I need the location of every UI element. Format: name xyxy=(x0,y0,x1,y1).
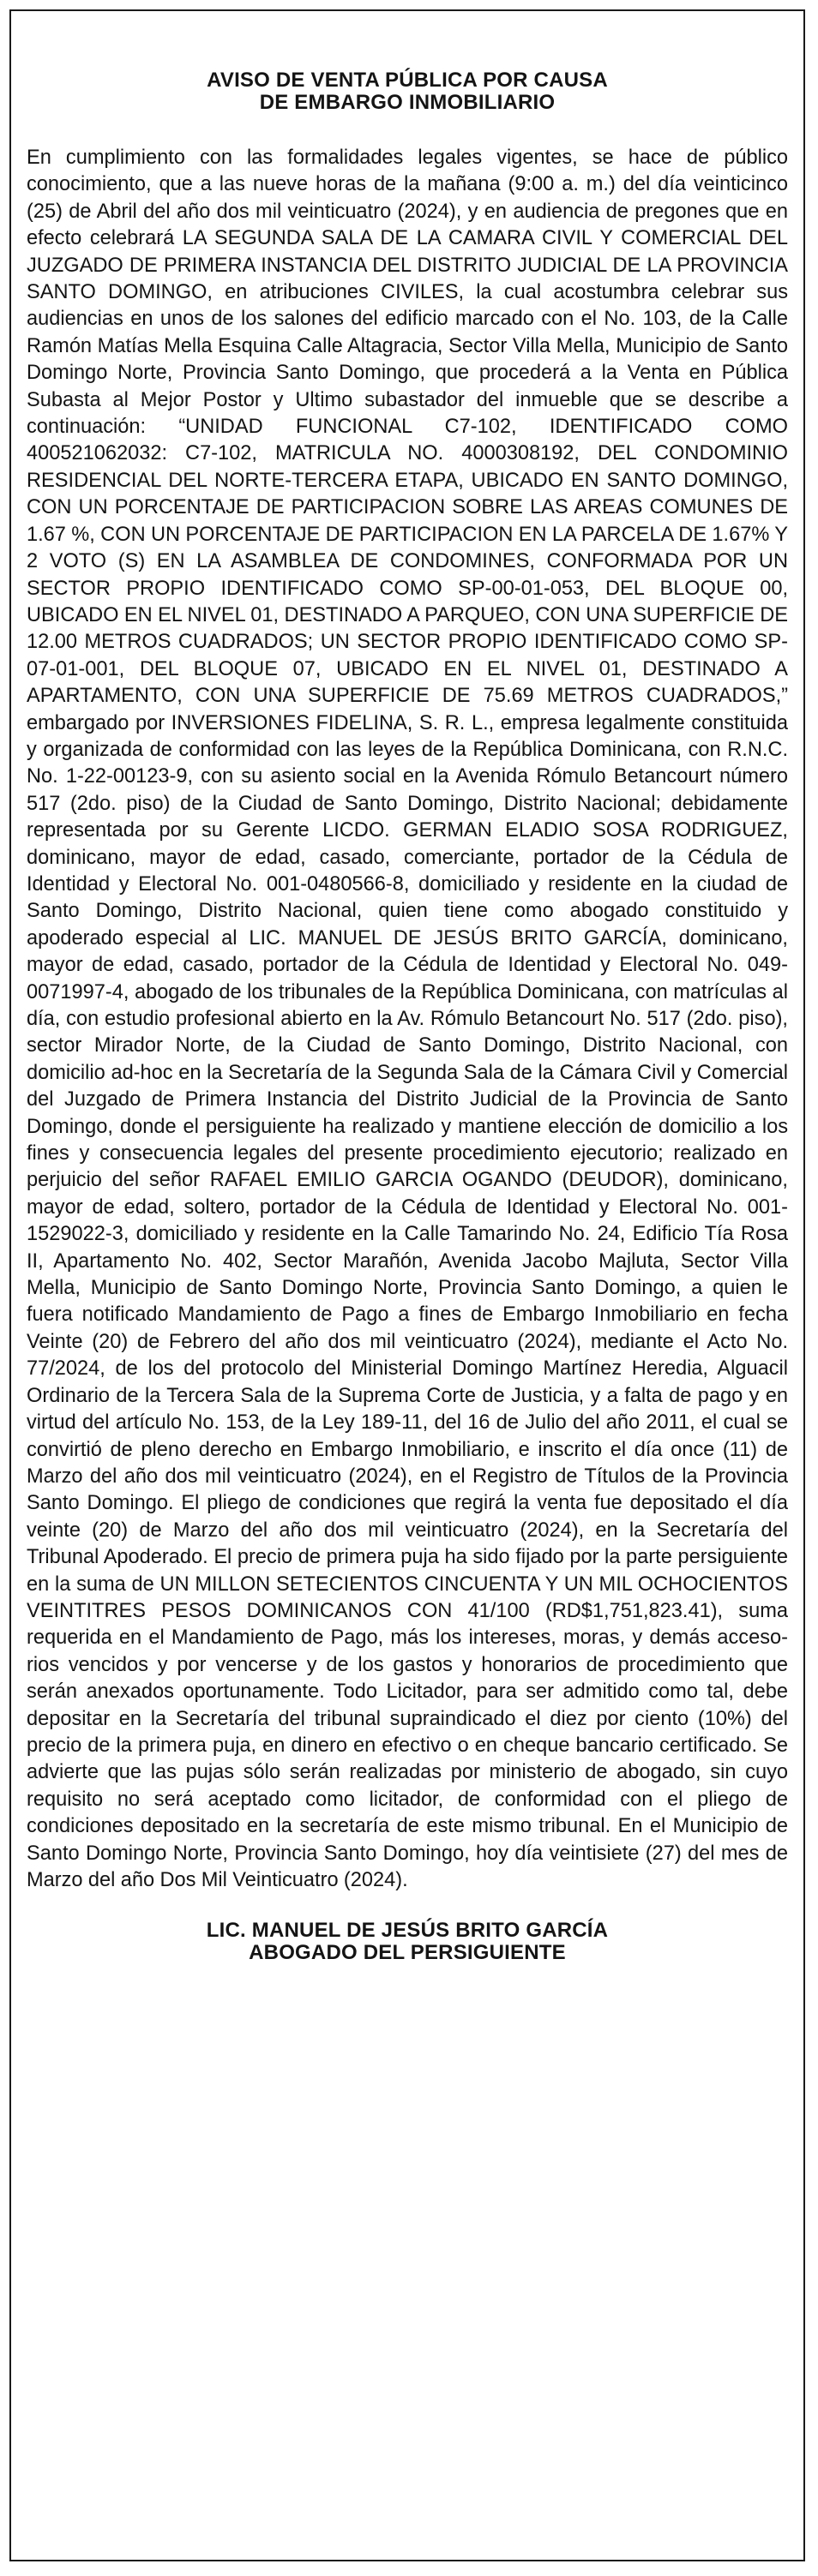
notice-title xyxy=(27,69,788,114)
notice-content xyxy=(27,69,788,1964)
notice-frame xyxy=(9,9,805,2561)
notice-title-line-1: AVISO DE VENTA PÚBLICA POR CAUSA xyxy=(207,69,608,92)
signature-name: LIC. MANUEL DE JESÚS BRITO GARCÍA xyxy=(206,1919,609,1943)
notice-body: En cumplimiento con las formalidades legales vigentes, se hace de público conocimiento, que a las nueve horas de la mañana (9:00 a. m.) del día veinticinco (25) de Abril del año dos mil veinticuatro (2024), y en audiencia de pregones que en efecto celebrará LA SEGUNDA SALA DE LA CAMARA CIVIL Y COMERCIAL DEL JUZGADO DE PRIMERA INSTANCIA DEL DISTRITO JUDICIAL DE LA PROVINCIA SANTO DOMINGO, en atribuciones CIVILES, la cual acostumbra celebrar sus audiencias en unos de los salones del edificio marcado con el No. 103, de la Calle Ramón Matías Mella Esquina Calle Altagracia, Sector Villa Mella, Municipio de Santo Domingo Norte, Provincia Santo Domingo, que procederá a la Venta en Pública Subasta al Mejor Postor y Ultimo subastador del inmueble que se describe a continuación: “UNIDAD FUNCIONAL C7-102, IDENTIFICADO COMO 400521062032: C7-102, MATRICULA NO. 4000308192, DEL CONDOMINIO RESIDENCIAL DEL NORTE-TERCERA ETAPA, UBICADO EN SANTO DOMINGO, CON UN PORCENTAJE DE PARTICIPACION SOBRE LAS AREAS COMUNES DE 1.67 %, CON UN PORCENTAJE DE PARTICIPACION EN LA PARCELA DE 1.67% Y 2 VOTO (S) EN LA ASAMBLEA DE CONDOMINES, CONFORMADA POR UN SECTOR PROPIO IDENTIFICADO COMO SP-00-01-053, DEL BLOQUE 00, UBICADO EN EL NIVEL 01, DESTINADO A PARQUEO, CON UNA SUPERFICIE DE 12.00 METROS CUADRADOS; UN SECTOR PROPIO IDENTIFICADO COMO SP-07-01-001, DEL BLOQUE 07, UBICADO EN EL NIVEL 01, DESTINADO A APARTAMENTO, CON UNA SUPERFICIE DE 75.69 METROS CUADRADOS,” embargado por INVERSIONES FIDELINA, S. R. L., empresa legalmente constituida y organizada de conformidad con las leyes de la República Dominicana, con R.N.C. No. 1-22-00123-9, con su asiento social en la Avenida Rómulo Betancourt número 517 (2do. piso) de la Ciudad de Santo Domingo, Distrito Nacional; debidamente representada por su Gerente LICDO. GERMAN ELADIO SOSA RODRIGUEZ, dominicano, mayor de edad, casado, comerciante, portador de la Cédula de Identidad y Electoral No. 001-0480566-8, domiciliado y residente en la ciudad de Santo Domingo, Distrito Nacional, quien tiene como abogado constituido y apoderado especial al LIC. MANUEL DE JESÚS BRITO GARCÍA, dominicano, mayor de edad, casado, portador de la Cédula de Identidad y Electoral No. 049-0071997-4, abogado de los tribunales de la República Dominicana, con matrículas al día, con estudio profesional abierto en la Av. Rómulo Betancourt No. 517 (2do. piso), sector Mirador Norte, de la Ciudad de Santo Domingo, Distrito Nacional, con domicilio ad-hoc en la Secretaría de la Segunda Sala de la Cámara Civil y Comercial del Juzgado de Primera Instancia del Distrito Judicial de la Provincia de Santo Domingo, donde el persiguiente ha realizado y mantiene elección de domicilio a los fines y consecuencia legales del presente procedimiento ejecutorio; realizado en perjuicio del señor RAFAEL EMILIO GARCIA OGANDO (DEUDOR), dominicano, mayor de edad, soltero, portador de la Cédula de Identidad y Electoral No. 001-1529022-3, domiciliado y residente en la Calle Tamarindo No. 24, Edificio Tía Rosa II, Apartamento No. 402, Sector Marañón, Avenida Jacobo Majluta, Sector Villa Mella, Municipio de Santo Domingo Norte, Provincia Santo Domingo, a quien le fuera notificado Mandamiento de Pago a fines de Embargo Inmobiliario en fecha Veinte (20) de Febrero del año dos mil veinticuatro (2024), mediante el Acto No. 77/2024, de los del protocolo del Ministerial Domingo Martínez Heredia, Alguacil Ordinario de la Tercera Sala de la Suprema Corte de Justicia, y a falta de pago y en virtud del artículo No. 153, de la Ley 189-11, del 16 de Julio del año 2011, el cual se convirtió de pleno derecho en Embargo Inmobiliario, e inscrito el día once (11) de Marzo del año dos mil veinticuatro (2024), en el Registro de Títulos de la Provincia Santo Domingo. El pliego de condiciones que regirá la venta fue depositado el día veinte (20) de Marzo del año dos mil veinticuatro (2024), en la Secretaría del Tribunal Apoderado. El precio de primera puja ha sido fijado por la parte persiguiente en la suma de UN MILLON SETECIENTOS CINCUENTA Y UN MIL OCHOCIENTOS VEINTITRES PESOS DOMINICANOS CON 41/100 (RD$1,751,823.41), suma requerida en el Mandamiento de Pago, más los intereses, moras, y demás accesorios vencidos y por vencerse y de los gastos y honorarios de procedimiento que serán anexados oportunamente. Todo Licitador, para ser admitido como tal, debe depositar en la Secretaría del tribunal supraindicado el diez por ciento (10%) del precio de la primera puja, en dinero en efectivo o en cheque bancario certificado. Se advierte que las pujas sólo serán realizadas por ministerio de abogado, sin cuyo requisito no será aceptado como licitador, de conformidad con el pliego de condiciones depositado en la secretaría de este mismo tribunal. En el Municipio de Santo Domingo Norte, Provincia Santo Domingo, hoy día veintisiete (27) del mes de Marzo del año Dos Mil Veinticuatro (2024). xyxy=(27,147,788,1891)
notice-title-line-2: DE EMBARGO INMOBILIARIO xyxy=(259,91,556,114)
notice-signature xyxy=(27,1920,788,1964)
signature-role: ABOGADO DEL PERSIGUIENTE xyxy=(249,1941,566,1965)
